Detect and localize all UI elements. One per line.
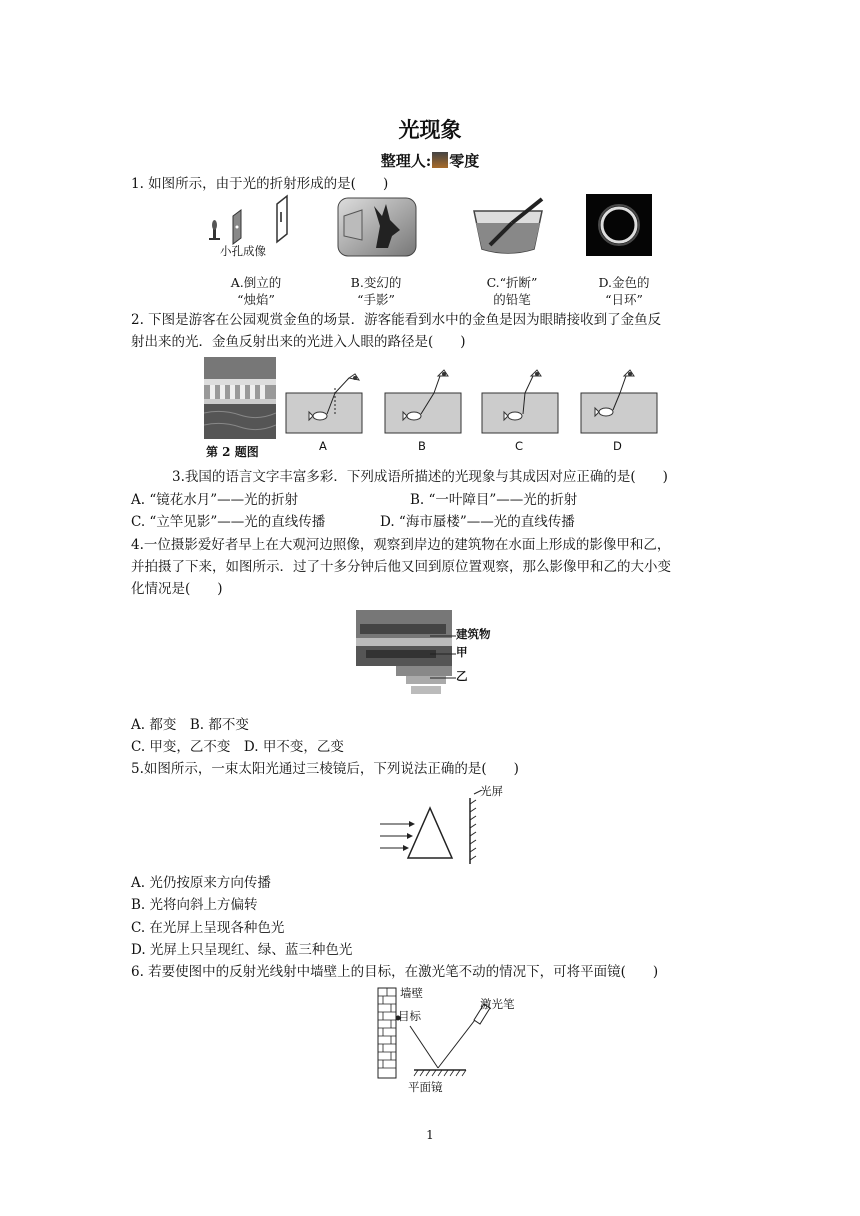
q2-stem-line1: 2. 下图是游客在公园观赏金鱼的场景．游客能看到水中的金鱼是因为眼睛接收到了金鱼反 [131,312,662,328]
q3-option-a: A. “镜花水月”——光的折射 [131,492,299,508]
q5-stem: 5.如图所示，一束太阳光通过三棱镜后，下列说法正确的是( ) [131,761,519,777]
q3-option-c: C. “立竿见影”——光的直线传播 [131,514,326,530]
q2-photo-caption: 第 2 题图 [206,445,259,459]
q1-option-d [578,274,670,308]
q2-stem-line2: 射出来的光．金鱼反射出来的光进入人眼的路径是( ) [131,334,466,350]
q2-photo [204,357,276,439]
q5-option-c: C. 在光屏上呈现各种色光 [131,920,285,936]
q6-stem: 6. 若要使图中的反射光线射中墙壁上的目标，在激光笔不动的情况下，可将平面镜( ) [131,964,659,980]
q1-option-d-line2: “日环” [605,292,643,307]
q1-option-c [466,274,558,308]
q2-diagram-d [580,366,658,436]
q4-label-jia: 甲 [456,645,468,659]
q4-stem-line3: 化情况是( ) [131,581,223,597]
q1-option-b-line1: B.变幻的 [350,275,402,290]
q1-option-a-line1: A.倒立的 [230,275,282,290]
q5-option-b: B. 光将向斜上方偏转 [131,897,258,913]
q2-diagram-a [285,366,363,436]
q1-stem: 1. 如图所示，由于光的折射形成的是( ) [131,176,389,192]
q2-choice-b: B [418,439,426,453]
q4-label-yi: 乙 [456,669,468,683]
page-number: 1 [426,1128,434,1142]
q3-option-d: D. “海市蜃楼”——光的直线传播 [380,514,575,530]
q1-option-b [330,274,422,308]
q6-label-mirror: 平面镜 [408,1080,443,1094]
q2-choice-c: C [515,439,524,453]
q3-option-b: B. “一叶障目”——光的折射 [410,492,578,508]
q1-option-a-line2: “烛焰” [237,292,275,307]
q1-figure-b-hand-shadow [336,196,418,258]
author-name: 零度 [449,152,480,170]
q4-stem-line2: 并拍摄了下来，如图所示．过了十多分钟后他又回到原位置观察，那么影像甲和乙的大小变 [131,559,671,575]
q1-image-label: 小孔成像 [220,244,266,258]
q2-diagram-b [384,366,462,436]
q6-label-target: 目标 [398,1009,421,1023]
q5-option-a: A. 光仍按原来方向传播 [131,875,271,891]
q4-stem-line1: 4.一位摄影爱好者早上在大观河边照像，观察到岸边的建筑物在水面上形成的影像甲和乙， [131,537,671,553]
q4-options-cd: C. 甲变，乙不变 D. 甲不变，乙变 [131,739,344,755]
q4-options-ab: A. 都变 B. 都不变 [131,717,249,733]
q1-option-c-line2: 的铅笔 [493,292,531,307]
q1-option-b-line2: “手影” [357,292,395,307]
q3-stem: 3.我国的语言文字丰富多彩．下列成语所描述的光现象与其成因对应正确的是( ) [172,469,668,485]
q1-option-c-line1: C.“折断” [486,275,538,290]
author-prefix: 整理人: [380,152,432,170]
q2-diagram-c [481,366,559,436]
q5-prism-diagram [378,790,498,866]
q1-figure-c-bent-pencil [468,197,548,257]
q6-label-wall: 墙壁 [400,986,423,1000]
q2-choice-a: A [319,439,327,453]
q4-label-building: 建筑物 [456,627,491,641]
q1-option-d-line1: D.金色的 [598,275,650,290]
q5-option-d: D. 光屏上只呈现红、绿、蓝三种色光 [131,942,353,958]
page-title: 光现象 [398,118,462,142]
q2-choice-d: D [613,439,622,453]
q1-option-a [210,274,302,308]
author-line [0,150,860,171]
author-avatar [432,152,448,168]
q6-label-laser: 激光笔 [480,997,515,1011]
q1-figure-d-solar-ring [586,194,652,256]
q5-screen-label: 光屏 [480,784,503,798]
